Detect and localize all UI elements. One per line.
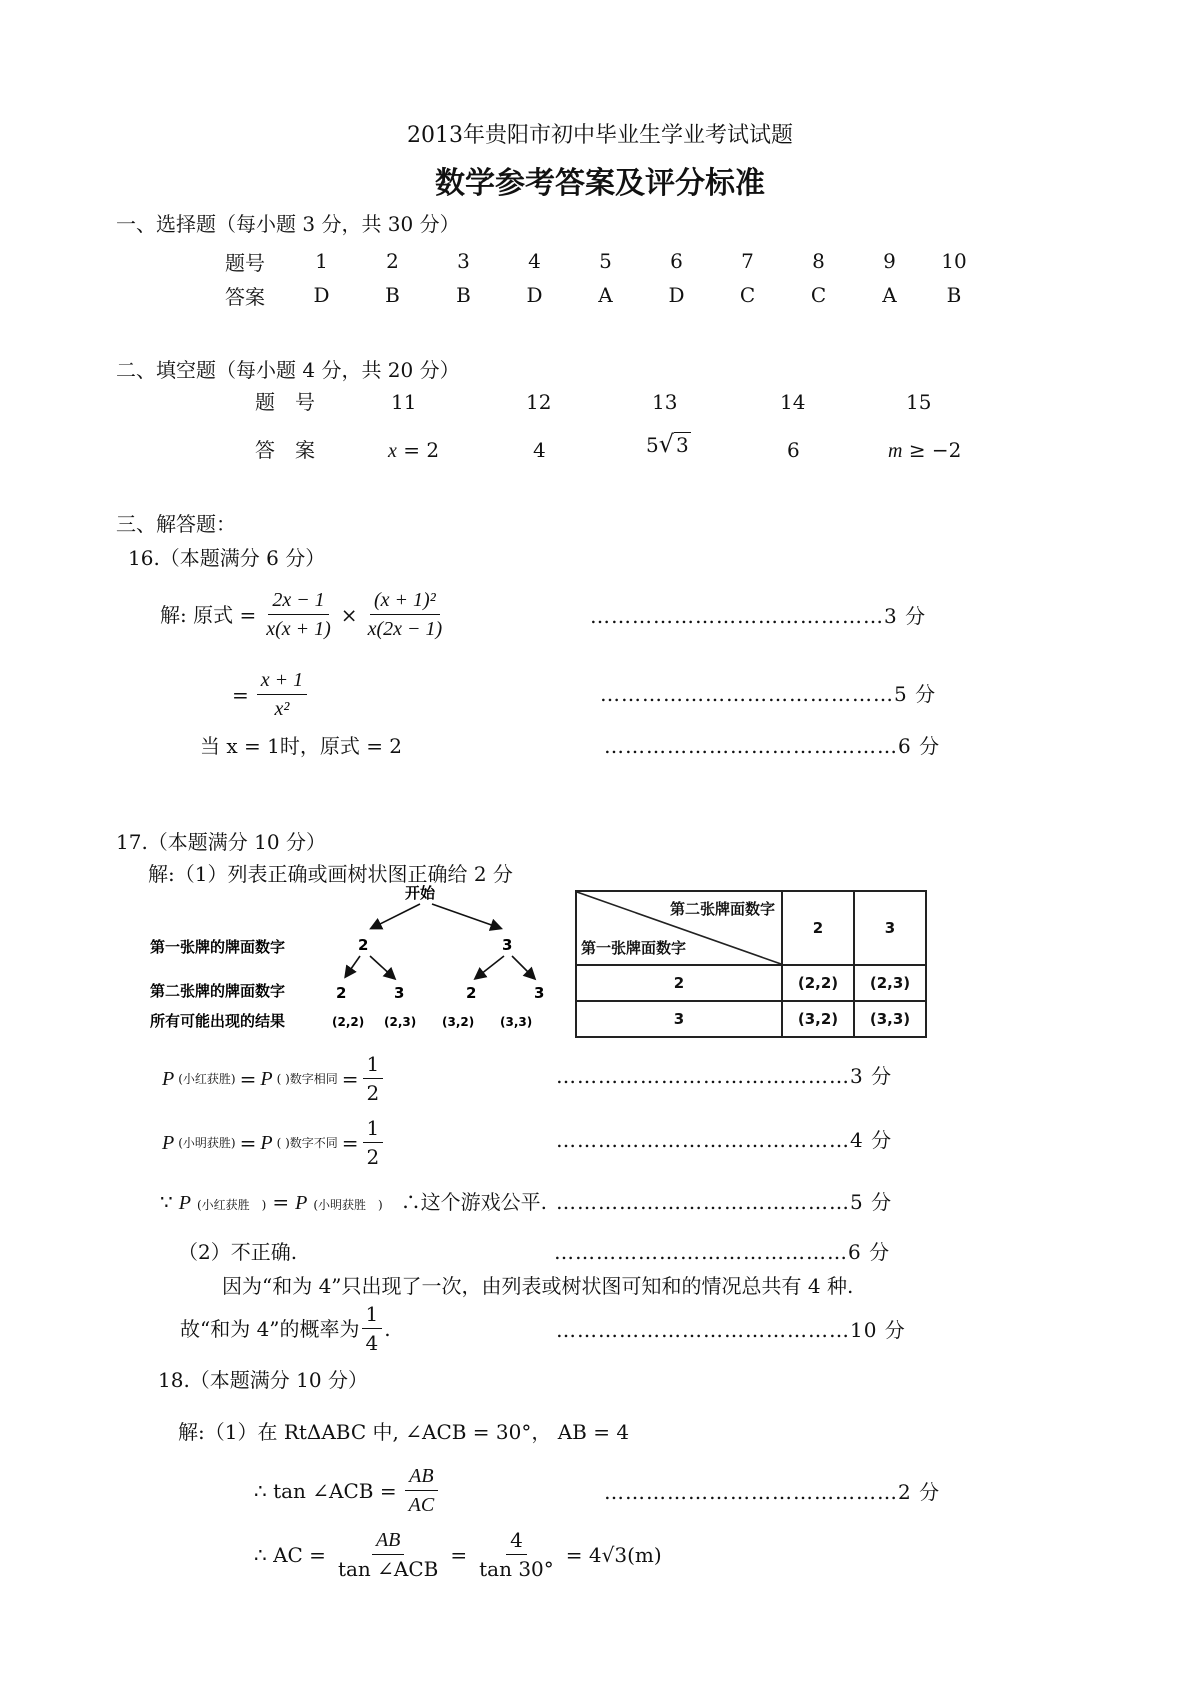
fill-row-label-question: 题 号	[255, 390, 315, 414]
frac-num: AB	[405, 1464, 437, 1491]
q16-f1-num: 2x − 1	[268, 588, 328, 615]
choice-answer: A	[882, 283, 897, 307]
section1-heading: 一、选择题（每小题 3 分，共 30 分）	[116, 212, 460, 236]
ac-lhs: ∴ AC =	[254, 1542, 326, 1567]
tree-l2-node-1: 2	[336, 984, 347, 1002]
q16-line3: 当 x = 1时，原式 = 2	[200, 734, 403, 758]
tan-fraction	[405, 1464, 439, 1517]
q16-heading: 16.（本题满分 6 分）	[128, 546, 326, 570]
row-header: 3	[576, 1001, 782, 1037]
fill-question-number: 15	[906, 390, 932, 414]
tree-row3-label: 所有可能出现的结果	[150, 1012, 286, 1030]
q18-part1: 解:（1）在 RtΔABC 中, ∠ACB = 30°， AB = 4	[178, 1420, 630, 1444]
tree-edge	[346, 956, 360, 976]
row-label-answer: 答案	[225, 284, 265, 309]
period: .	[384, 1316, 391, 1341]
question-number: 3	[457, 249, 470, 273]
frac-num: 1	[363, 1116, 384, 1143]
tree-l2-node-4: 3	[534, 984, 545, 1002]
q17-score-part2: ……………………………………6 分	[554, 1240, 891, 1264]
eq-sign: =	[272, 1190, 290, 1214]
ans11-rest: = 2	[403, 438, 440, 462]
q18-score-tan: ……………………………………2 分	[604, 1480, 941, 1504]
tree-row2-label: 第二张牌的牌面数字	[150, 982, 286, 1000]
ac-result: = 4√3(m)	[565, 1542, 662, 1567]
ac-fraction2	[475, 1528, 558, 1581]
question-number: 5	[599, 249, 612, 273]
q16-f2-den: x(2x − 1)	[367, 618, 443, 640]
table-header-row	[576, 891, 926, 965]
question-number: 1	[315, 249, 328, 273]
prob-text: 故“和为 4”的概率为	[180, 1316, 360, 1341]
choice-answer: D	[526, 283, 543, 307]
P-symbol: P	[162, 1067, 175, 1090]
q17-score-prob: ……………………………………10 分	[556, 1318, 906, 1342]
because-sub1: (小红获胜 )	[196, 1198, 267, 1212]
q16-fraction3	[257, 668, 307, 721]
q17-reason: 因为“和为 4”只出现了一次，由列表或树状图可知和的情况总共有 4 种.	[222, 1274, 854, 1298]
frac-den: 2	[366, 1081, 380, 1105]
tree-start: 开始	[405, 884, 436, 902]
table-cell: (3,2)	[782, 1001, 854, 1037]
tan-lhs: ∴ tan ∠ACB =	[254, 1478, 397, 1503]
q18-heading: 18.（本题满分 10 分）	[158, 1368, 368, 1392]
q16-line2	[232, 668, 307, 721]
P-symbol: P	[162, 1131, 175, 1154]
ans11-var: x	[388, 440, 397, 462]
eq-sign: =	[341, 1066, 359, 1091]
tree-edge	[370, 956, 394, 978]
frac-den: 4	[365, 1331, 379, 1355]
outcome-table	[575, 890, 927, 1038]
choice-answer: A	[598, 283, 613, 307]
q16-fraction2	[364, 588, 447, 641]
ac-fraction1	[334, 1528, 442, 1581]
q16-f2-num: (x + 1)²	[370, 588, 440, 615]
q16-fraction1	[262, 588, 335, 641]
table-row	[576, 1001, 926, 1037]
frac-den: 2	[366, 1145, 380, 1169]
fill-answer-15	[888, 438, 961, 463]
q16-solve-prefix: 解: 原式 =	[160, 602, 257, 627]
choice-answer: D	[668, 283, 685, 307]
table-cell: (2,3)	[854, 965, 926, 1001]
eq-sign: =	[239, 1130, 257, 1155]
sqrt-icon: √	[658, 430, 675, 458]
fill-question-number: 11	[391, 390, 417, 414]
tree-edge	[512, 956, 534, 978]
section3-heading: 三、解答题：	[116, 512, 236, 536]
row-label-question: 题号	[225, 250, 265, 275]
fill-question-number: 14	[780, 390, 806, 414]
fair-game-line	[160, 1190, 547, 1217]
because-symbol: ∵	[160, 1190, 173, 1214]
p2-lhs-sub: (小明获胜)	[178, 1135, 236, 1150]
tree-result-1: (2,2)	[332, 1015, 365, 1029]
question-number: 2	[386, 249, 399, 273]
eq-sign: =	[239, 1066, 257, 1091]
p1-mid-sub: ( )数字相同	[276, 1071, 338, 1086]
question-number-row	[224, 244, 983, 278]
q17-heading: 17.（本题满分 10 分）	[116, 830, 326, 854]
diag-top-label: 第二张牌面数字	[669, 900, 775, 918]
tree-diagram	[150, 884, 570, 1044]
ans15-rest: ≥ −2	[908, 438, 962, 462]
fill-answer-12: 4	[533, 438, 546, 462]
table-cell: (2,2)	[782, 965, 854, 1001]
tree-result-3: (3,2)	[442, 1015, 475, 1029]
therefore-fair: ∴这个游戏公平.	[400, 1190, 548, 1214]
diag-bottom-label: 第一张牌面数字	[581, 939, 687, 957]
document-subtitle: 数学参考答案及评分标准	[435, 166, 765, 201]
q17-part2: （2）不正确.	[178, 1240, 298, 1264]
tree-edge	[372, 904, 420, 928]
tree-l1-node-2: 3	[502, 936, 513, 954]
document-title: 2013年贵阳市初中毕业生学业考试试题	[407, 123, 793, 148]
half-fraction	[363, 1116, 384, 1169]
tree-l1-node-1: 2	[358, 936, 369, 954]
question-number: 7	[741, 249, 754, 273]
question-number: 6	[670, 249, 683, 273]
prob-xiaohong	[162, 1052, 383, 1105]
fill-question-number: 12	[526, 390, 552, 414]
tree-l2-node-2: 3	[394, 984, 405, 1002]
q18-ac-line	[254, 1528, 662, 1581]
q17-score-fair: ……………………………………5 分	[556, 1190, 893, 1214]
frac-num: 4	[506, 1528, 527, 1555]
frac-num: AB	[372, 1528, 404, 1555]
fill-answer-13	[646, 432, 691, 457]
question-number: 8	[812, 249, 825, 273]
q16-score2: ……………………………………5 分	[600, 682, 937, 706]
question-number: 9	[883, 249, 896, 273]
choice-answer: B	[946, 283, 962, 307]
table-cell: (3,3)	[854, 1001, 926, 1037]
choice-answer: B	[456, 283, 471, 307]
frac-den: tan ∠ACB	[337, 1557, 439, 1581]
choice-answer: D	[313, 283, 330, 307]
q16-eq: =	[232, 682, 249, 707]
quarter-fraction	[362, 1302, 383, 1355]
p1-lhs-sub: (小红获胜)	[178, 1071, 236, 1086]
q17-score-p2: ……………………………………4 分	[556, 1128, 893, 1152]
q16-score1: ……………………………………3 分	[590, 604, 927, 628]
tree-result-2: (2,3)	[384, 1015, 417, 1029]
tree-l2-node-3: 2	[466, 984, 477, 1002]
frac-num: 1	[362, 1302, 383, 1329]
choice-answer-table	[224, 244, 983, 312]
fill-question-number: 13	[652, 390, 678, 414]
frac-den: tan 30°	[479, 1557, 554, 1581]
q17-score-p1: ……………………………………3 分	[556, 1064, 893, 1088]
question-number: 4	[528, 249, 541, 273]
frac-den: AC	[408, 1494, 435, 1516]
fill-answer-14: 6	[787, 438, 800, 462]
question-number: 10	[941, 249, 967, 273]
row-header: 2	[576, 965, 782, 1001]
q17-part1: 解:（1）列表正确或画树状图正确给 2 分	[148, 862, 513, 886]
q17-prob-line	[180, 1302, 391, 1355]
q16-f3-num: x + 1	[257, 668, 307, 695]
ans15-var: m	[888, 440, 903, 462]
because-sub2: (小明获胜 )	[313, 1198, 383, 1212]
tree-edge	[476, 956, 504, 978]
P-symbol: P	[295, 1192, 308, 1214]
table-row	[576, 965, 926, 1001]
tree-result-4: (3,3)	[500, 1015, 533, 1029]
choice-answer: C	[810, 283, 827, 307]
tree-row1-label: 第一张牌的牌面数字	[150, 938, 286, 956]
P-symbol: P	[260, 1067, 273, 1090]
choice-answer: C	[739, 283, 756, 307]
P-symbol: P	[260, 1131, 273, 1154]
fill-answer-11	[388, 438, 439, 463]
tree-edge	[432, 904, 500, 928]
fill-row-label-answer: 答 案	[255, 438, 315, 462]
col-header: 2	[782, 891, 854, 965]
ans13-coef: 5	[646, 433, 659, 457]
q16-score3: ……………………………………6 分	[604, 734, 941, 758]
ans13-radicand: 3	[676, 433, 689, 457]
q16-line1	[160, 588, 446, 641]
q16-f1-den: x(x + 1)	[266, 618, 331, 640]
col-header: 3	[854, 891, 926, 965]
frac-num: 1	[363, 1052, 384, 1079]
section2-heading: 二、填空题（每小题 4 分，共 20 分）	[116, 358, 460, 382]
times-sign: ×	[340, 602, 358, 627]
prob-xiaoming	[162, 1116, 383, 1169]
p2-mid-sub: ( )数字不同	[276, 1135, 338, 1150]
choice-answer: B	[385, 283, 400, 307]
half-fraction	[363, 1052, 384, 1105]
answer-row	[224, 278, 983, 312]
eq-sign: =	[341, 1130, 359, 1155]
diagonal-header-cell	[576, 891, 782, 965]
eq-sign: =	[450, 1542, 468, 1567]
q18-tan-line	[254, 1464, 438, 1517]
P-symbol: P	[178, 1192, 191, 1214]
q16-f3-den: x²	[274, 698, 290, 720]
